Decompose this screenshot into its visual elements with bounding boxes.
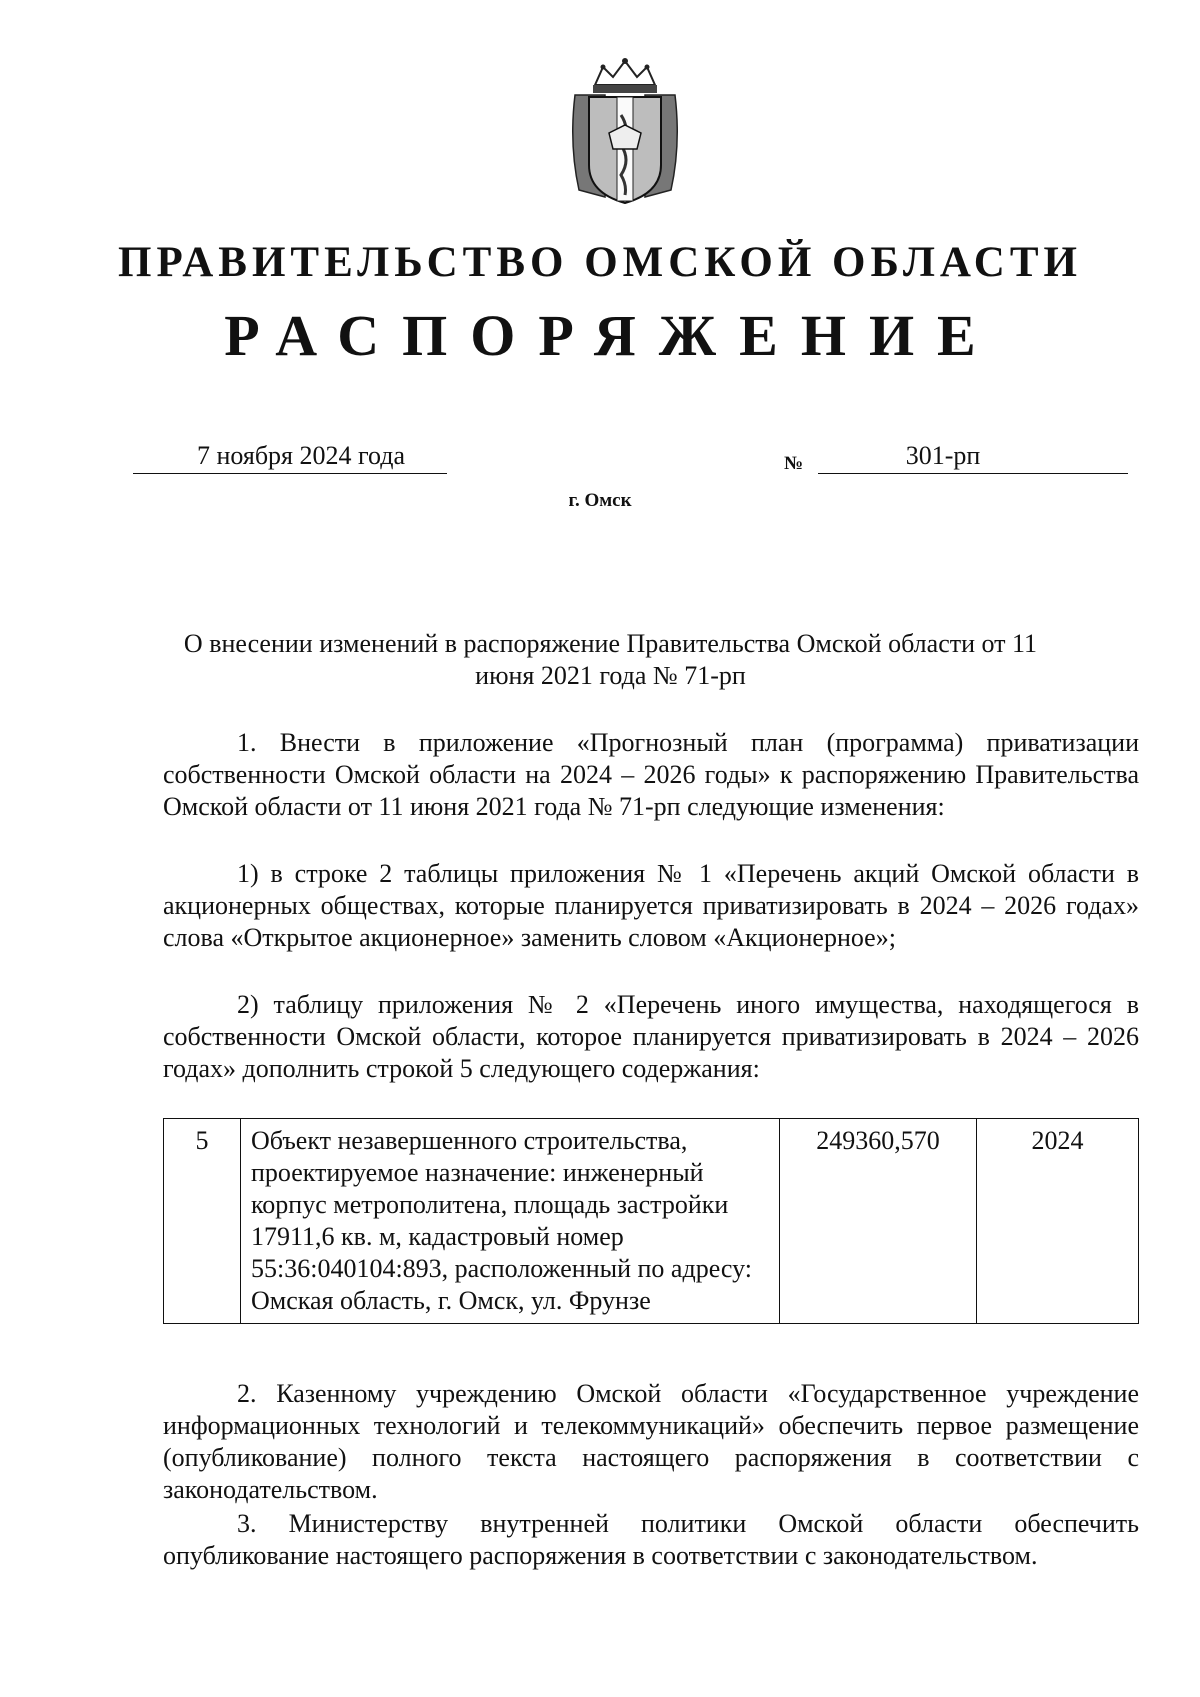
paragraph-1-item-1: 1) в строке 2 таблицы приложения № 1 «Перечень акций Омской области в акционерных обществах, которые планируется приватизировать в 2024 – 2026 годах» слова «Открытое акционерное» заменить словом «Акционерное»; [163, 859, 1139, 952]
row-number: 5 [164, 1119, 241, 1324]
organization-name: ПРАВИТЕЛЬСТВО ОМСКОЙ ОБЛАСТИ [118, 239, 1082, 286]
paragraph-3: 3. Министерству внутренней политики Омской области обеспечить опубликование настоящего распоряжения в соответствии с законодательством. [163, 1509, 1139, 1570]
row-description: Объект незавершенного строительства, проектируемое назначение: инженерный корпус метрополитена, площадь застройки 17911,6 кв. м, кадастровый номер 55:36:040104:893, расположенный по адресу: Омская область, г. Омск, ул. Фрунзе [241, 1119, 780, 1324]
row-value: 249360,570 [780, 1119, 977, 1324]
paragraph-1-item-2: 2) таблицу приложения № 2 «Перечень иного имущества, находящегося в собственности Омской области, которое планируется приватизировать в 2024 – 2026 годах» дополнить строкой 5 следующего содержания: [163, 990, 1139, 1083]
document-type: РАСПОРЯЖЕНИЕ [224, 303, 999, 368]
city: г. Омск [568, 490, 632, 511]
document-number: 301-рп [818, 441, 1128, 474]
paragraph-2: 2. Казенному учреждению Омской области «Государственное учреждение информационных технологий и телекоммуникаций» обеспечить первое размещение (опубликование) полного текста настоящего распоряжения в соответствии с законодательством. [163, 1379, 1139, 1504]
table-row [164, 1119, 1139, 1324]
document-title: О внесении изменений в распоряжение Правительства Омской области от 11 июня 2021 года № 71-рп [183, 629, 1038, 690]
row-year: 2024 [977, 1119, 1139, 1324]
coat-of-arms-emblem [565, 55, 685, 205]
paragraph-1: 1. Внести в приложение «Прогнозный план (программа) приватизации собственности Омской области на 2024 – 2026 годы» к распоряжению Правительства Омской области от 11 июня 2021 года № 71-рп следующие изменения: [163, 728, 1139, 821]
number-sign: № [784, 453, 804, 474]
property-table [163, 1118, 1139, 1324]
document-date: 7 ноября 2024 года [133, 441, 447, 474]
